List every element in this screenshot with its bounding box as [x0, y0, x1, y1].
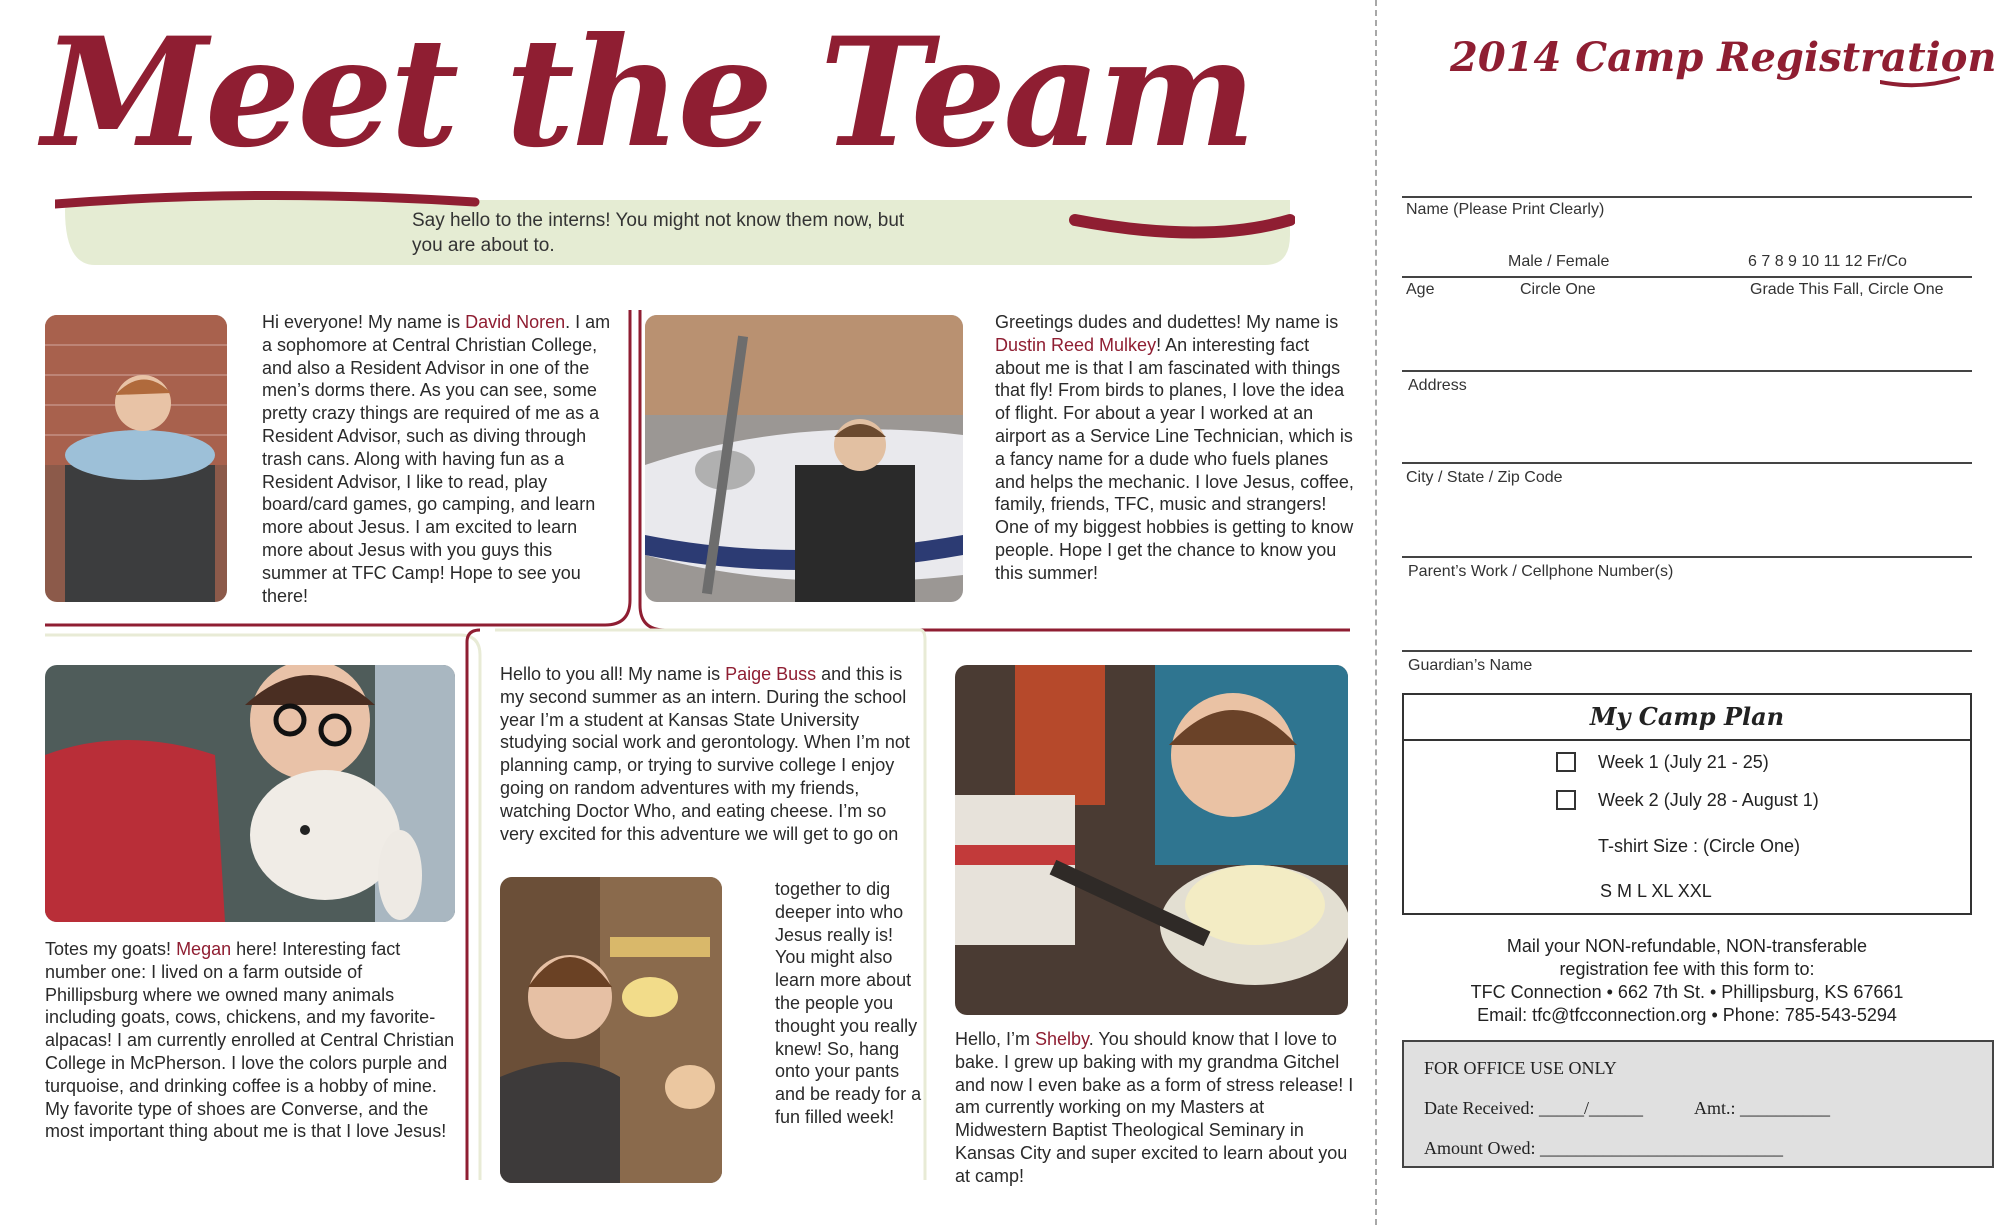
grade-label: Grade This Fall, Circle One [1750, 281, 1944, 298]
page-subtitle: Say hello to the interns! You might not know them now, but you are about to. [412, 210, 905, 256]
address-label: Address [1408, 377, 1467, 394]
bio-dustin-intro: Greetings dudes and dudettes! My name is [995, 312, 1339, 332]
camp-plan-title: My Camp Plan [1404, 695, 1970, 741]
age-field[interactable] [1402, 276, 1972, 278]
name-label: Name (Please Print Clearly) [1406, 201, 1605, 218]
bio-paige-text: and this is my second summer as an intern. During the school year I’m a student at Kansas State University studying social work and gerontology. When I’m not planning camp, or trying to survive college I enjoy going on random adventures with my friends, watching Doctor Who, and eating cheese. I’m so very excited for this adventure we will get to go on [500, 664, 910, 844]
week1-checkbox[interactable] [1556, 752, 1576, 772]
mail-line-2: registration fee with this form to: [1559, 959, 1815, 979]
address-field[interactable] [1402, 370, 1972, 372]
bio-paige-intro: Hello to you all! My name is [500, 664, 726, 684]
registration-title-flourish [1880, 72, 1960, 92]
bio-dustin-text: ! An interesting fact about me is that I am fascinated with things that fly! From birds to planes, I love the idea of flight. For about a year I worked at an airport as a Service Line Technician, which is a fancy name for a dude who fuels planes and helps the mechanic. I love Jesus, coffee, family, friends, TFC, music and strangers! One of my biggest hobbies is getting to know people. Hope I get the chance to know you this summer! [995, 334, 1354, 583]
bio-megan-text: here! Interesting fact number one: I lived on a farm outside of Phillipsburg where we owned many animals including goats, cows, chickens, and my favorite- alpacas! I am currently enrolled at Central Christian College in McPherson. I love the colors purple and turquoise, and drinking coffee is a hobby of mine. My favorite type of shoes are Converse, and the most important thing about me is that I love Jesus! [45, 939, 455, 1142]
name-field[interactable] [1402, 196, 1972, 198]
grade-options[interactable]: 6 7 8 9 10 11 12 Fr/Co [1748, 253, 1907, 270]
age-label: Age [1406, 281, 1435, 298]
bio-david [262, 311, 612, 607]
gender-instructions: Circle One [1520, 281, 1596, 298]
bio-shelby-text: . You should know that I love to bake. I grew up baking with my grandma Gitchel and now I even bake as a form of stress release! I am currently working on my Masters at Midwestern Baptist Theological Seminary in Kansas City and super excited to learn about you at camp! [955, 1029, 1354, 1186]
cut-line [1375, 0, 1377, 1225]
photo-david [45, 315, 227, 602]
date-received-field: Date Received: _____/______ [1424, 1098, 1643, 1118]
week1-label: Week 1 (July 21 - 25) [1598, 752, 1769, 772]
bio-dustin-name: Dustin Reed Mulkey [995, 334, 1157, 355]
bio-shelby-name: Shelby [1035, 1029, 1089, 1049]
parent-phone-label: Parent’s Work / Cellphone Number(s) [1408, 563, 1674, 580]
photo-dustin [645, 315, 963, 602]
bio-megan-intro: Totes my goats! [45, 939, 177, 959]
mail-address: TFC Connection • 662 7th St. • Phillipsburg, KS 67661 [1470, 982, 1904, 1002]
mail-line-1: Mail your NON-refundable, NON-transferable [1506, 936, 1868, 956]
bio-shelby-intro: Hello, I’m [955, 1029, 1036, 1049]
bio-paige-continued: together to dig deeper into who Jesus really is! You might also learn more about the people you thought you really knew! So, hang onto your pants and be ready for a fun filled week! [775, 879, 922, 1127]
bio-paige [500, 663, 915, 845]
mail-contact: Email: tfc@tfcconnection.org • Phone: 785-543-5294 [1477, 1005, 1897, 1025]
tshirt-size-label: T-shirt Size : (Circle One) [1598, 836, 1801, 856]
photo-shelby [955, 665, 1348, 1015]
amount-owed-field: Amount Owed: ___________________________ [1424, 1138, 1783, 1158]
bio-megan [45, 938, 460, 1143]
camp-plan-box [1402, 693, 1972, 915]
bio-shelby [955, 1028, 1355, 1188]
bio-dustin [995, 311, 1355, 585]
week2-label: Week 2 (July 28 - August 1) [1598, 790, 1819, 810]
city-field[interactable] [1402, 462, 1972, 464]
photo-paige [500, 877, 722, 1183]
bio-megan-name: Megan [176, 939, 232, 959]
week2-checkbox[interactable] [1556, 790, 1576, 810]
bio-paige-name: Paige Buss [725, 664, 817, 684]
amount-field: Amt.: __________ [1694, 1098, 1831, 1118]
page-title: Meet the Team [42, 5, 1254, 181]
tshirt-size-options[interactable]: S M L XL XXL [1600, 881, 1712, 901]
office-use-title: FOR OFFICE USE ONLY [1424, 1058, 1617, 1078]
registration-title: 2014 Camp Registration [1450, 34, 1997, 81]
gender-options[interactable]: Male / Female [1508, 253, 1610, 270]
bio-david-name: David Noren [465, 312, 566, 332]
photo-megan [45, 665, 455, 922]
bio-david-intro: Hi everyone! My name is [262, 312, 466, 332]
guardian-field[interactable] [1402, 650, 1972, 652]
city-label: City / State / Zip Code [1406, 469, 1563, 486]
guardian-label: Guardian’s Name [1408, 657, 1533, 674]
parent-phone-field[interactable] [1402, 556, 1972, 558]
office-use-box [1402, 1040, 1994, 1168]
mailing-instructions [1402, 935, 1972, 1027]
bio-david-text: . I am a sophomore at Central Christian College, and also a Resident Advisor in one of the men’s dorms there. As you can see, some pretty crazy things are required of me as a Resident Advisor, such as diving through trash cans. Along with having fun as a Resident Advisor, I like to read, play board/card games, go camping, and learn more about Jesus. I am excited to learn more about Jesus with you guys this summer at TFC Camp! Hope to see you there! [262, 312, 611, 606]
